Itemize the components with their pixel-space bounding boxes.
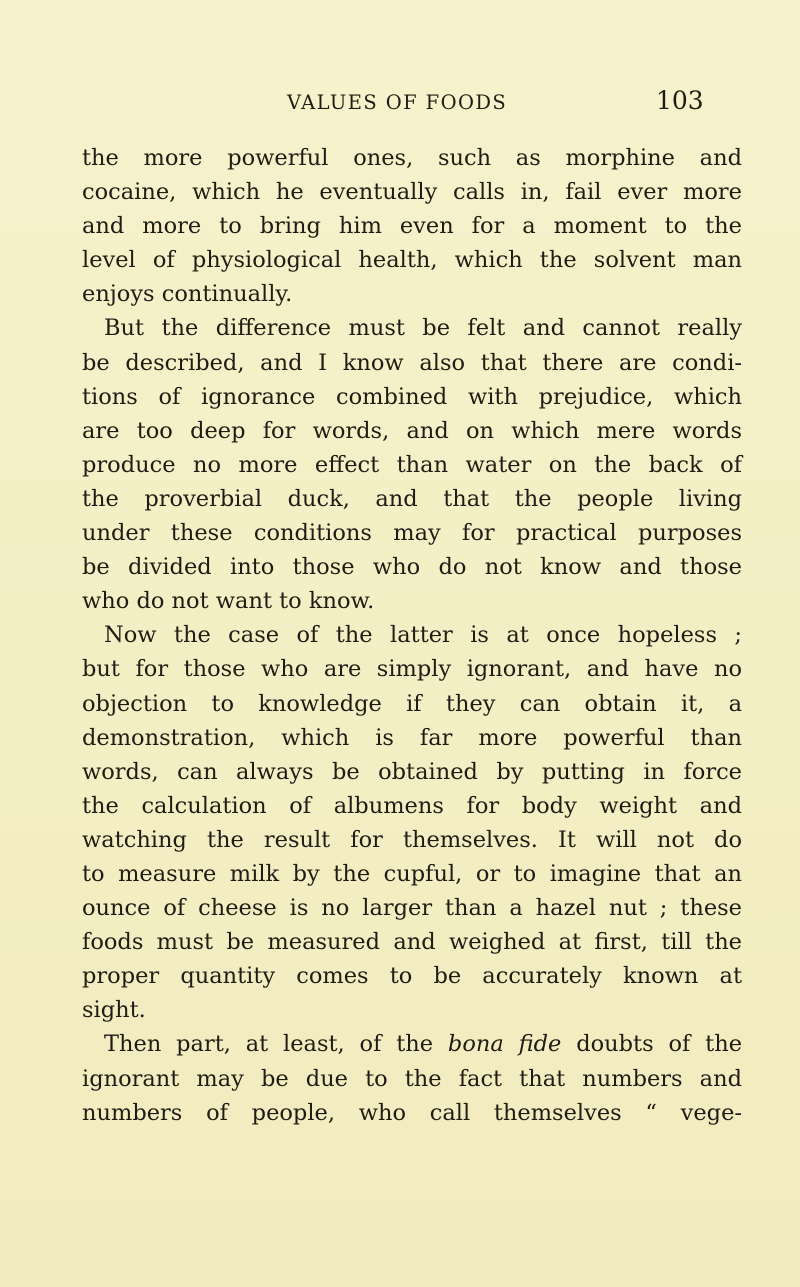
page-number: 103 (656, 86, 704, 115)
text-line: the proverbial duck, and that the people living (82, 485, 742, 512)
text-line: objection to knowledge if they can obtain it, a (82, 690, 742, 717)
text-line: the calculation of albumens for body weight and (82, 792, 742, 819)
italic-phrase: bona fide (447, 1031, 562, 1058)
text-line: but for those who are simply ignorant, and have no (82, 656, 742, 683)
text-line: words, can always be obtained by putting in force (82, 758, 742, 785)
text-line: proper quantity comes to be accurately known at (82, 963, 742, 990)
text-line: foods must be measured and weighed at first, till the (82, 929, 742, 956)
text-line: be described, and I know also that there are condi- (82, 349, 742, 376)
text-line: to measure milk by the cupful, or to imagine that an (82, 860, 742, 887)
text-line: But the difference must be felt and cannot really (104, 315, 742, 342)
text-line: numbers of people, who call themselves “ vege- (82, 1099, 742, 1126)
text-line: are too deep for words, and on which mere words (82, 417, 742, 444)
text-line: cocaine, which he eventually calls in, fail ever more (82, 179, 742, 206)
text-line: level of physiological health, which the solvent man (82, 247, 742, 274)
text-segment: Then part, at least, of the (104, 1031, 434, 1058)
text-line: ignorant may be due to the fact that numbers and (82, 1065, 742, 1092)
body-text (82, 141, 742, 1130)
text-line: be divided into those who do not know and those (82, 554, 742, 581)
text-line: ounce of cheese is no larger than a hazel nut ; these (82, 895, 742, 922)
text-line: demonstration, which is far more powerful than (82, 724, 742, 751)
page-header (0, 88, 800, 118)
text-line: sight. (82, 997, 146, 1024)
text-line: enjoys continually. (82, 281, 293, 308)
text-line-mixed (82, 1027, 742, 1061)
text-line: who do not want to know. (82, 588, 375, 615)
text-segment: doubts of the (576, 1031, 743, 1058)
text-line: and more to bring him even for a moment to the (82, 213, 742, 240)
text-line: under these conditions may for practical purposes (82, 520, 742, 547)
text-line: tions of ignorance combined with prejudice, which (82, 383, 742, 410)
text-line: the more powerful ones, such as morphine and (82, 145, 742, 171)
running-head: VALUES OF FOODS (287, 91, 508, 114)
text-line: Now the case of the latter is at once hopeless ; (104, 622, 742, 649)
text-line: watching the result for themselves. It will not do (82, 826, 742, 853)
text-line: produce no more effect than water on the back of (82, 451, 742, 478)
